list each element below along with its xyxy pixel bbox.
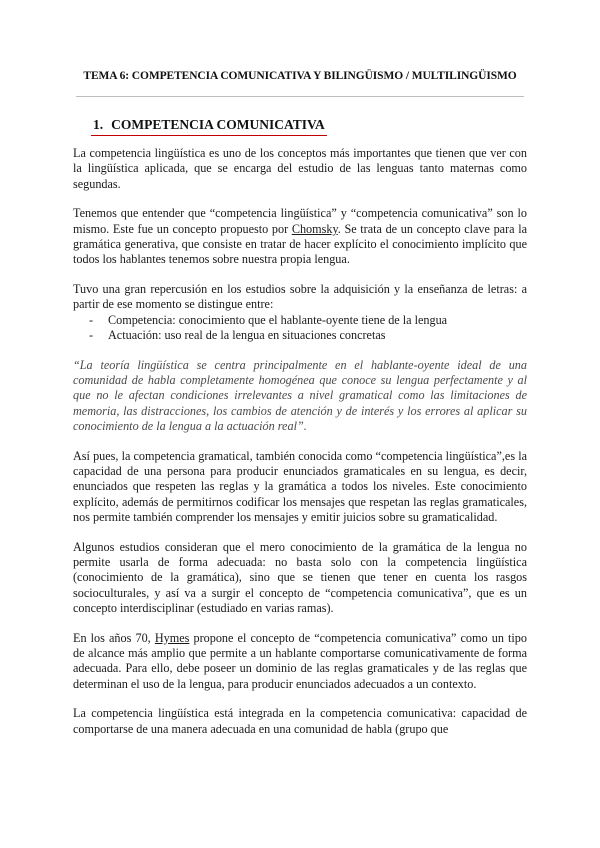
quote-paragraph: “La teoría lingüística se centra principalmente en el hablante-oyente ideal de una comunidad de habla completamente homogénea que conoce su lengua perfectamente y al que no le afectan condiciones irrelevantes a nivel gramatical como las limitaciones de memoria, las distracciones, los cambios de atención y de interés y los errores al aplicar su conocimiento de la lengua a la actuación real”. — [73, 357, 527, 433]
paragraph-7: La competencia lingüística está integrada en la competencia comunicativa: capacidad de comportarse de una manera adecuada en una comunidad de habla (grupo que — [73, 706, 527, 736]
paragraph-2 — [73, 206, 527, 267]
hymes-link[interactable]: Hymes — [154, 630, 190, 645]
paragraph-1: La competencia lingüística es uno de los conceptos más importantes que tienen que ver con la lingüística aplicada, que se encarga del estudio de las lenguas tanto maternas como segundas. — [73, 146, 527, 191]
section-heading — [91, 116, 327, 136]
distinction-list — [73, 313, 527, 344]
list-item — [73, 313, 527, 328]
paragraph-5: Algunos estudios consideran que el mero conocimiento de la gramática de la lengua no permite usarla de forma adecuada: no basta solo con la competencia lingüística (conocimiento de la gramática), sino que se tienen que tener en cuenta los rasgos socioculturales, y así va a surgir el concepto de “competencia comunicativa”, que es un concepto interdisciplinar (estudiado en varias ramas). — [73, 539, 527, 615]
section-number: 1. — [93, 117, 104, 132]
list-item — [73, 328, 527, 343]
document-title: TEMA 6: COMPETENCIA COMUNICATIVA Y BILINGÜISMO / MULTILINGÜISMO — [83, 70, 517, 82]
title-divider — [76, 96, 524, 97]
list-bullet: - — [89, 327, 94, 342]
list-item-text: Competencia: conocimiento que el hablante-oyente tiene de la lengua — [108, 312, 448, 327]
section-title: COMPETENCIA COMUNICATIVA — [111, 117, 325, 132]
document-body — [73, 146, 527, 752]
paragraph-6-text-a: En los años 70, — [73, 630, 155, 645]
paragraph-4: Así pues, la competencia gramatical, también conocida como “competencia lingüística”,es la capacidad de una persona para producir enunciados gramaticales en su lengua, es decir, enunciados que respeten las reglas y la gramática a todos los niveles. Este conocimiento explícito, además de permitirnos codificar los mensajes que respetan las reglas gramaticales, nos permite también comprender los mensajes y emitir juicios sobre su gramaticalidad. — [73, 448, 527, 524]
chomsky-link[interactable]: Chomsky — [291, 221, 338, 236]
list-item-text: Actuación: uso real de la lengua en situaciones concretas — [108, 327, 386, 342]
paragraph-2-text-a: Tenemos que entender que “competencia lingüística” y “competencia comunicativa” son lo mismo. Este fue un concepto propuesto por — [73, 206, 527, 236]
paragraph-2-text-b: . Se trata de un concepto clave para la gramática generativa, que consiste en tratar de hacer explícito el conocimiento implícito que todos los hablantes tenemos sobre nuestra propia lengua. — [73, 221, 527, 267]
list-bullet: - — [89, 312, 94, 327]
paragraph-6-text-b: propone el concepto de “competencia comunicativa” como un tipo de alcance más amplio que permite a un hablante comportarse comunicativamente de forma adecuada. Para ello, debe poseer un dominio de las reglas gramaticales y de las reglas que determinan el uso de la lengua, para producir enunciados adecuados a un contexto. — [73, 630, 527, 691]
paragraph-6 — [73, 631, 527, 692]
paragraph-3: Tuvo una gran repercusión en los estudios sobre la adquisición y la enseñanza de letras: a partir de ese momento se distingue entre: — [73, 282, 527, 312]
